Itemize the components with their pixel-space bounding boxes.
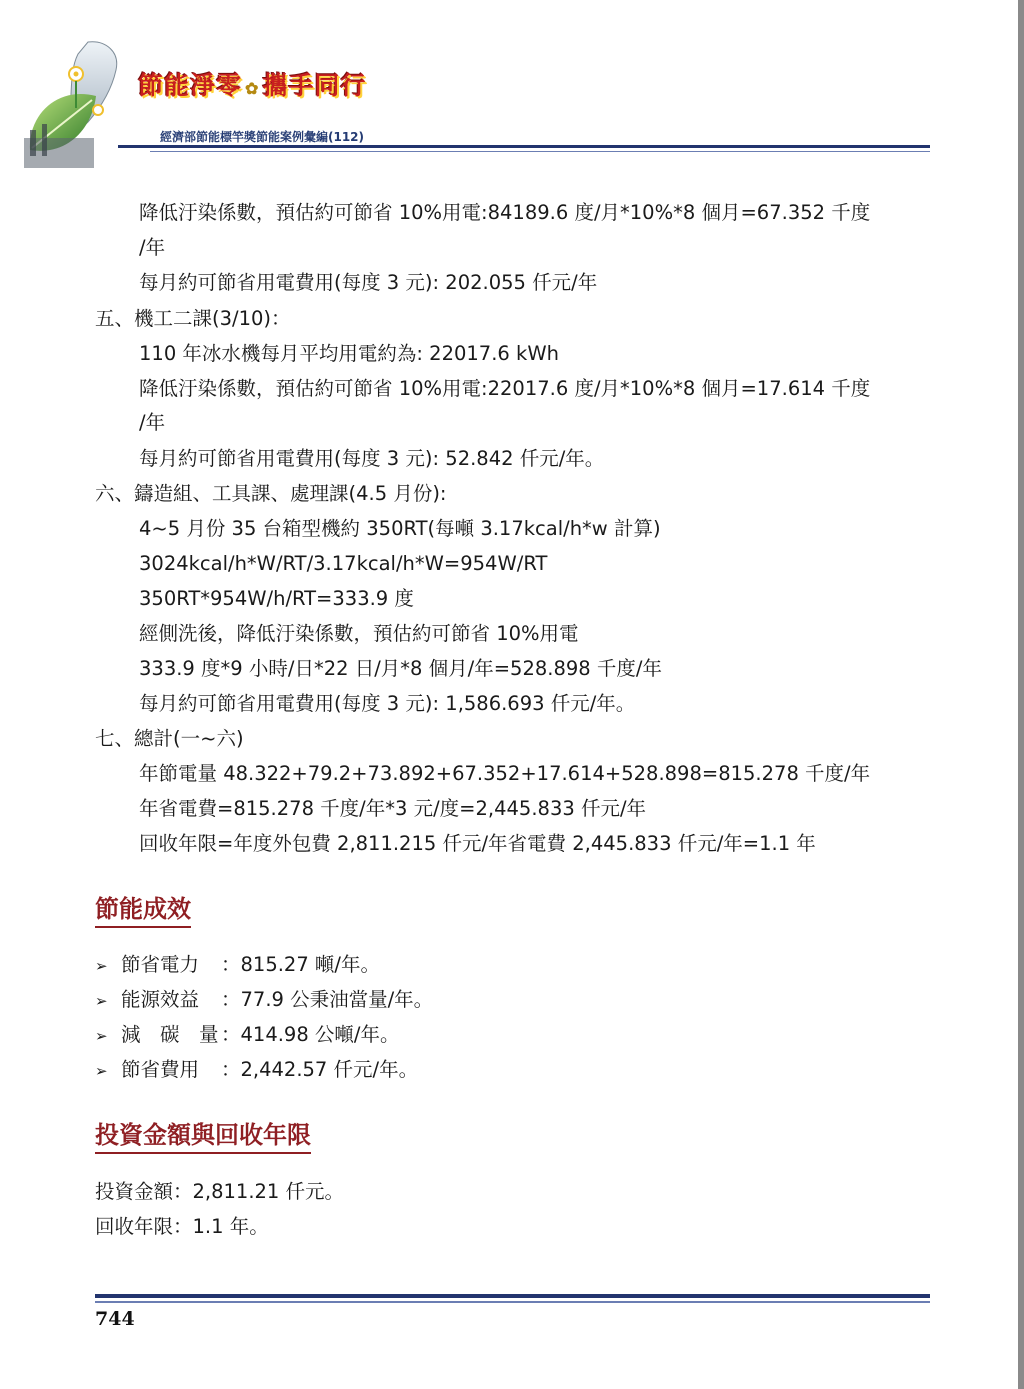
payback-period: 回收年限：1.1 年。 <box>95 1215 269 1238</box>
text-line: 每月約可節省用電費用(每度 3 元): 1,586.693 仟元/年。 <box>139 692 636 715</box>
section-item: 六、鑄造組、工具課、處理課(4.5 月份): <box>95 482 447 505</box>
section-item: 七、總計(一~六) <box>95 727 244 750</box>
page-number: 744 <box>95 1308 135 1330</box>
text-line: 年節電量 48.322+79.2+73.892+67.352+17.614+528.898=815.278 千度/年 <box>139 762 871 785</box>
brand-title-part1: 節能淨零 <box>138 71 243 100</box>
arrow-bullet-icon: ➢ <box>95 992 108 1010</box>
text-line: /年 <box>139 411 166 434</box>
taiwan-leaf-logo-icon <box>18 30 138 180</box>
header-divider <box>118 145 930 148</box>
page-header <box>0 0 1024 185</box>
text-line: 年省電費=815.278 千度/年*3 元/度=2,445.833 仟元/年 <box>139 797 647 820</box>
text-line: 333.9 度*9 小時/日*22 日/月*8 個月/年=528.898 千度/年 <box>139 657 662 680</box>
text-line: 每月約可節省用電費用(每度 3 元): 52.842 仟元/年。 <box>139 447 605 470</box>
footer-divider <box>95 1294 930 1298</box>
effect-label: 減 碳 量 <box>121 1023 219 1046</box>
text-line: 3024kcal/h*W/RT/3.17kcal/h*W=954W/RT <box>139 552 548 575</box>
text-line: 350RT*954W/h/RT=333.9 度 <box>139 587 414 610</box>
text-line: 回收年限=年度外包費 2,811.215 仟元/年省電費 2,445.833 仟元/年=1.1 年 <box>139 832 816 855</box>
arrow-bullet-icon: ➢ <box>95 957 108 975</box>
effect-label: 能源效益 <box>121 988 200 1011</box>
text-line: 4~5 月份 35 台箱型機約 350RT(每噸 3.17kcal/h*w 計算) <box>139 517 661 540</box>
flower-divider-icon: ✿ <box>245 79 260 98</box>
investment-amount: 投資金額：2,811.21 仟元。 <box>95 1180 345 1203</box>
series-subtitle: 經濟部節能標竿獎節能案例彙編(112) <box>160 130 365 144</box>
effect-item-power <box>95 952 380 979</box>
text-line: 降低汙染係數，預估約可節省 10%用電:22017.6 度/月*10%*8 個月=17.614 千度 <box>139 377 871 400</box>
section-item: 五、機工二課(3/10)： <box>95 307 291 330</box>
brand-title-part2: 攜手同行 <box>262 71 367 100</box>
effects-heading: 節能成效 <box>95 894 191 928</box>
effect-value: ：77.9 公秉油當量/年。 <box>221 988 434 1011</box>
effect-item-cost <box>95 1057 418 1084</box>
effect-label: 節省電力 <box>121 953 200 976</box>
arrow-bullet-icon: ➢ <box>95 1027 108 1045</box>
effect-item-carbon <box>95 1022 400 1049</box>
page-edge-shadow <box>1018 0 1024 1389</box>
text-line: 降低汙染係數，預估約可節省 10%用電:84189.6 度/月*10%*8 個月=67.352 千度 <box>139 201 871 224</box>
text-line: 110 年冰水機每月平均用電約為: 22017.6 kWh <box>139 342 559 365</box>
header-divider-thin <box>150 151 930 152</box>
brand-title <box>138 66 366 102</box>
text-line: /年 <box>139 236 166 259</box>
arrow-bullet-icon: ➢ <box>95 1062 108 1080</box>
effect-value: ：414.98 公噸/年。 <box>221 1023 400 1046</box>
text-line: 每月約可節省用電費用(每度 3 元): 202.055 仟元/年 <box>139 271 598 294</box>
effect-value: ：2,442.57 仟元/年。 <box>221 1058 419 1081</box>
footer-divider-thin <box>95 1301 930 1303</box>
effect-label: 節省費用 <box>121 1058 200 1081</box>
effect-value: ：815.27 噸/年。 <box>221 953 380 976</box>
investment-heading: 投資金額與回收年限 <box>95 1120 311 1154</box>
text-line: 經側洗後，降低汙染係數，預估約可節省 10%用電 <box>139 622 579 645</box>
effect-item-energy <box>95 987 433 1014</box>
